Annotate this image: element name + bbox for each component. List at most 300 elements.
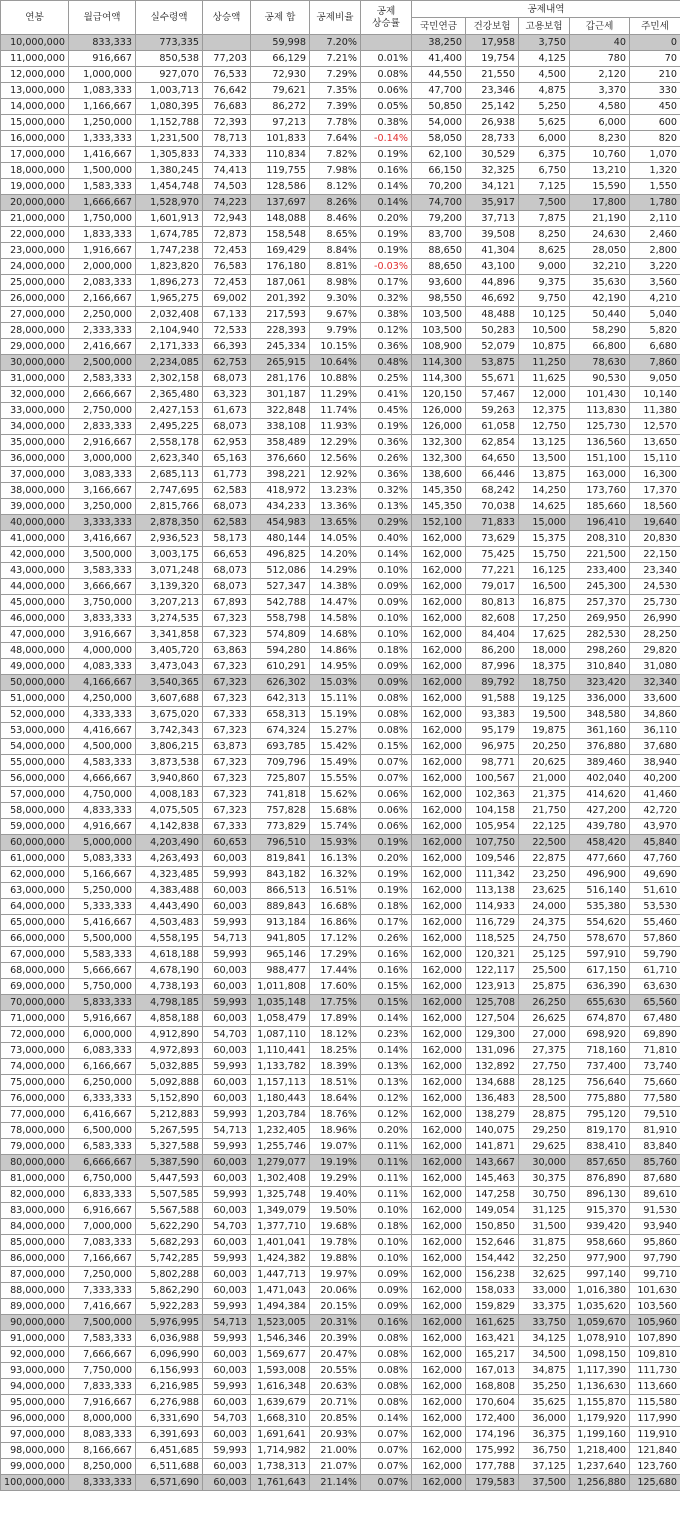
cell-national-pension: 162,000 — [412, 1443, 466, 1459]
cell-employment-insurance: 23,250 — [519, 867, 570, 883]
cell-deduction-total: 1,087,110 — [251, 1027, 310, 1043]
cell-income-tax: 1,218,400 — [570, 1443, 630, 1459]
cell-health-insurance: 17,958 — [466, 35, 519, 51]
cell-employment-insurance: 37,500 — [519, 1475, 570, 1491]
cell-deduction-total: 757,828 — [251, 803, 310, 819]
table-row — [1, 931, 680, 947]
cell-health-insurance: 158,033 — [466, 1283, 519, 1299]
cell-monthly-pay: 7,166,667 — [69, 1251, 136, 1267]
cell-national-pension: 145,350 — [412, 499, 466, 515]
cell-income-tax: 1,179,920 — [570, 1411, 630, 1427]
cell-employment-insurance: 33,000 — [519, 1283, 570, 1299]
cell-deduction-rise: 0.16% — [361, 963, 412, 979]
cell-employment-insurance: 10,875 — [519, 339, 570, 355]
cell-health-insurance: 19,754 — [466, 51, 519, 67]
cell-deduction-ratio: 8.46% — [310, 211, 361, 227]
cell-deduction-rise: 0.32% — [361, 483, 412, 499]
cell-monthly-pay: 3,666,667 — [69, 579, 136, 595]
cell-employment-insurance: 7,875 — [519, 211, 570, 227]
cell-income-tax: 1,136,630 — [570, 1379, 630, 1395]
cell-deduction-rise: 0.16% — [361, 947, 412, 963]
cell-increase: 67,133 — [203, 307, 251, 323]
cell-monthly-pay: 1,500,000 — [69, 163, 136, 179]
table-row — [1, 275, 680, 291]
cell-monthly-pay: 8,250,000 — [69, 1459, 136, 1475]
cell-income-tax: 389,460 — [570, 755, 630, 771]
cell-employment-insurance: 11,250 — [519, 355, 570, 371]
cell-employment-insurance: 29,250 — [519, 1123, 570, 1139]
cell-monthly-pay: 4,333,333 — [69, 707, 136, 723]
cell-deduction-ratio: 7.20% — [310, 35, 361, 51]
cell-net-pay: 5,862,290 — [136, 1283, 203, 1299]
cell-income-tax: 1,078,910 — [570, 1331, 630, 1347]
cell-net-pay: 6,391,693 — [136, 1427, 203, 1443]
cell-national-pension: 162,000 — [412, 851, 466, 867]
cell-monthly-pay: 6,416,667 — [69, 1107, 136, 1123]
cell-national-pension: 88,650 — [412, 243, 466, 259]
cell-resident-tax: 105,960 — [630, 1315, 680, 1331]
table-row — [1, 963, 680, 979]
cell-increase: 67,323 — [203, 755, 251, 771]
cell-increase: 68,073 — [203, 371, 251, 387]
cell-deduction-total: 889,843 — [251, 899, 310, 915]
cell-salary: 98,000,000 — [1, 1443, 69, 1459]
cell-deduction-total: 137,697 — [251, 195, 310, 211]
cell-national-pension: 162,000 — [412, 1123, 466, 1139]
cell-salary: 63,000,000 — [1, 883, 69, 899]
cell-deduction-rise: 0.12% — [361, 1107, 412, 1123]
header-monthly-pay: 월급여액 — [69, 1, 136, 35]
cell-deduction-ratio: 14.20% — [310, 547, 361, 563]
cell-employment-insurance: 27,750 — [519, 1059, 570, 1075]
cell-deduction-ratio: 11.29% — [310, 387, 361, 403]
cell-income-tax: 257,370 — [570, 595, 630, 611]
cell-deduction-ratio: 16.86% — [310, 915, 361, 931]
cell-net-pay: 3,341,858 — [136, 627, 203, 643]
cell-deduction-rise: 0.16% — [361, 1315, 412, 1331]
cell-deduction-ratio: 20.55% — [310, 1363, 361, 1379]
cell-income-tax: 939,420 — [570, 1219, 630, 1235]
cell-employment-insurance: 24,000 — [519, 899, 570, 915]
cell-national-pension: 162,000 — [412, 1155, 466, 1171]
cell-national-pension: 83,700 — [412, 227, 466, 243]
table-row — [1, 323, 680, 339]
table-row — [1, 787, 680, 803]
cell-net-pay: 2,302,158 — [136, 371, 203, 387]
cell-income-tax: 10,760 — [570, 147, 630, 163]
cell-health-insurance: 39,508 — [466, 227, 519, 243]
cell-resident-tax: 61,710 — [630, 963, 680, 979]
cell-employment-insurance: 37,125 — [519, 1459, 570, 1475]
cell-salary: 88,000,000 — [1, 1283, 69, 1299]
cell-deduction-rise: 0.10% — [361, 1251, 412, 1267]
cell-deduction-rise: 0.38% — [361, 115, 412, 131]
cell-deduction-total: 1,058,479 — [251, 1011, 310, 1027]
cell-deduction-total: 1,738,313 — [251, 1459, 310, 1475]
cell-increase: 59,993 — [203, 1331, 251, 1347]
header-resident-tax: 주민세 — [630, 18, 680, 35]
cell-health-insurance: 170,604 — [466, 1395, 519, 1411]
cell-monthly-pay: 6,583,333 — [69, 1139, 136, 1155]
cell-deduction-total: 610,291 — [251, 659, 310, 675]
cell-resident-tax: 19,640 — [630, 515, 680, 531]
cell-net-pay: 4,678,190 — [136, 963, 203, 979]
cell-net-pay: 2,104,940 — [136, 323, 203, 339]
cell-net-pay: 3,806,215 — [136, 739, 203, 755]
cell-national-pension: 162,000 — [412, 995, 466, 1011]
cell-monthly-pay: 4,583,333 — [69, 755, 136, 771]
cell-national-pension: 162,000 — [412, 739, 466, 755]
cell-resident-tax: 91,530 — [630, 1203, 680, 1219]
cell-deduction-ratio: 18.51% — [310, 1075, 361, 1091]
table-row — [1, 1203, 680, 1219]
cell-income-tax: 775,880 — [570, 1091, 630, 1107]
cell-net-pay: 4,618,188 — [136, 947, 203, 963]
cell-deduction-rise: 0.07% — [361, 1459, 412, 1475]
cell-increase: 59,993 — [203, 1443, 251, 1459]
cell-health-insurance: 55,671 — [466, 371, 519, 387]
table-row — [1, 691, 680, 707]
cell-deduction-total: 79,621 — [251, 83, 310, 99]
cell-increase: 72,873 — [203, 227, 251, 243]
cell-increase: 54,713 — [203, 931, 251, 947]
cell-employment-insurance: 22,500 — [519, 835, 570, 851]
cell-employment-insurance: 33,750 — [519, 1315, 570, 1331]
cell-national-pension: 162,000 — [412, 1107, 466, 1123]
cell-salary: 49,000,000 — [1, 659, 69, 675]
cell-monthly-pay: 2,250,000 — [69, 307, 136, 323]
cell-income-tax: 997,140 — [570, 1267, 630, 1283]
cell-employment-insurance: 34,125 — [519, 1331, 570, 1347]
table-row — [1, 979, 680, 995]
table-row — [1, 355, 680, 371]
cell-health-insurance: 122,117 — [466, 963, 519, 979]
cell-increase: 60,003 — [203, 899, 251, 915]
cell-national-pension: 98,550 — [412, 291, 466, 307]
cell-salary: 22,000,000 — [1, 227, 69, 243]
cell-salary: 76,000,000 — [1, 1091, 69, 1107]
cell-health-insurance: 23,346 — [466, 83, 519, 99]
cell-income-tax: 674,870 — [570, 1011, 630, 1027]
cell-health-insurance: 53,875 — [466, 355, 519, 371]
table-row — [1, 1379, 680, 1395]
cell-salary: 86,000,000 — [1, 1251, 69, 1267]
cell-income-tax: 876,890 — [570, 1171, 630, 1187]
cell-deduction-rise: 0.19% — [361, 419, 412, 435]
table-row — [1, 771, 680, 787]
cell-increase: 59,993 — [203, 1379, 251, 1395]
cell-net-pay: 5,327,588 — [136, 1139, 203, 1155]
cell-monthly-pay: 3,833,333 — [69, 611, 136, 627]
cell-monthly-pay: 2,333,333 — [69, 323, 136, 339]
cell-deduction-rise: 0.13% — [361, 1075, 412, 1091]
cell-increase: 60,003 — [203, 1171, 251, 1187]
cell-monthly-pay: 1,250,000 — [69, 115, 136, 131]
cell-employment-insurance: 26,250 — [519, 995, 570, 1011]
cell-deduction-total: 281,176 — [251, 371, 310, 387]
cell-deduction-total: 843,182 — [251, 867, 310, 883]
cell-deduction-total: 1,691,641 — [251, 1427, 310, 1443]
cell-deduction-total: 228,393 — [251, 323, 310, 339]
cell-employment-insurance: 25,125 — [519, 947, 570, 963]
cell-income-tax: 245,300 — [570, 579, 630, 595]
cell-national-pension: 162,000 — [412, 1379, 466, 1395]
cell-resident-tax: 12,570 — [630, 419, 680, 435]
cell-increase: 76,683 — [203, 99, 251, 115]
cell-deduction-ratio: 15.55% — [310, 771, 361, 787]
cell-net-pay: 2,365,480 — [136, 387, 203, 403]
cell-resident-tax: 6,680 — [630, 339, 680, 355]
cell-income-tax: 8,230 — [570, 131, 630, 147]
cell-employment-insurance: 21,750 — [519, 803, 570, 819]
cell-monthly-pay: 7,333,333 — [69, 1283, 136, 1299]
cell-employment-insurance: 9,375 — [519, 275, 570, 291]
cell-deduction-total: 187,061 — [251, 275, 310, 291]
cell-salary: 43,000,000 — [1, 563, 69, 579]
table-row — [1, 307, 680, 323]
cell-deduction-ratio: 20.31% — [310, 1315, 361, 1331]
cell-deduction-ratio: 8.26% — [310, 195, 361, 211]
cell-deduction-rise: 0.41% — [361, 387, 412, 403]
cell-resident-tax: 10,140 — [630, 387, 680, 403]
cell-deduction-rise: 0.11% — [361, 1187, 412, 1203]
cell-deduction-ratio: 10.88% — [310, 371, 361, 387]
cell-resident-tax: 70 — [630, 51, 680, 67]
cell-deduction-ratio: 9.30% — [310, 291, 361, 307]
cell-salary: 10,000,000 — [1, 35, 69, 51]
cell-income-tax: 780 — [570, 51, 630, 67]
table-row — [1, 435, 680, 451]
cell-deduction-total: 434,233 — [251, 499, 310, 515]
cell-deduction-total: 709,796 — [251, 755, 310, 771]
cell-increase: 59,993 — [203, 915, 251, 931]
table-row — [1, 1155, 680, 1171]
cell-employment-insurance: 25,875 — [519, 979, 570, 995]
cell-resident-tax: 37,680 — [630, 739, 680, 755]
cell-salary: 58,000,000 — [1, 803, 69, 819]
table-row — [1, 1075, 680, 1091]
cell-salary: 96,000,000 — [1, 1411, 69, 1427]
cell-national-pension: 38,250 — [412, 35, 466, 51]
table-row — [1, 1299, 680, 1315]
cell-monthly-pay: 1,416,667 — [69, 147, 136, 163]
cell-monthly-pay: 6,333,333 — [69, 1091, 136, 1107]
cell-health-insurance: 161,625 — [466, 1315, 519, 1331]
cell-increase: 72,533 — [203, 323, 251, 339]
cell-net-pay: 5,742,285 — [136, 1251, 203, 1267]
cell-deduction-rise: 0.09% — [361, 595, 412, 611]
cell-increase: 60,003 — [203, 963, 251, 979]
cell-deduction-ratio: 20.93% — [310, 1427, 361, 1443]
cell-employment-insurance: 26,625 — [519, 1011, 570, 1027]
cell-deduction-rise: 0.13% — [361, 1059, 412, 1075]
cell-national-pension: 58,050 — [412, 131, 466, 147]
cell-health-insurance: 86,200 — [466, 643, 519, 659]
cell-deduction-total: 527,347 — [251, 579, 310, 595]
cell-monthly-pay: 1,583,333 — [69, 179, 136, 195]
cell-monthly-pay: 4,500,000 — [69, 739, 136, 755]
cell-employment-insurance: 24,750 — [519, 931, 570, 947]
table-row — [1, 659, 680, 675]
cell-income-tax: 6,000 — [570, 115, 630, 131]
cell-health-insurance: 82,608 — [466, 611, 519, 627]
cell-deduction-rise: 0.19% — [361, 867, 412, 883]
cell-deduction-ratio: 7.35% — [310, 83, 361, 99]
cell-deduction-ratio: 17.12% — [310, 931, 361, 947]
cell-deduction-ratio: 20.63% — [310, 1379, 361, 1395]
cell-national-pension: 162,000 — [412, 1235, 466, 1251]
cell-income-tax: 819,170 — [570, 1123, 630, 1139]
cell-resident-tax: 75,660 — [630, 1075, 680, 1091]
cell-employment-insurance: 30,375 — [519, 1171, 570, 1187]
cell-net-pay: 4,912,890 — [136, 1027, 203, 1043]
cell-resident-tax: 45,840 — [630, 835, 680, 851]
cell-net-pay: 5,387,590 — [136, 1155, 203, 1171]
cell-resident-tax: 330 — [630, 83, 680, 99]
cell-monthly-pay: 2,583,333 — [69, 371, 136, 387]
cell-deduction-ratio: 15.68% — [310, 803, 361, 819]
table-row — [1, 1363, 680, 1379]
cell-resident-tax: 7,860 — [630, 355, 680, 371]
cell-resident-tax: 113,660 — [630, 1379, 680, 1395]
cell-deduction-ratio: 18.96% — [310, 1123, 361, 1139]
cell-salary: 67,000,000 — [1, 947, 69, 963]
cell-resident-tax: 1,550 — [630, 179, 680, 195]
cell-increase: 60,003 — [203, 1459, 251, 1475]
cell-national-pension: 162,000 — [412, 979, 466, 995]
cell-national-pension: 103,500 — [412, 307, 466, 323]
cell-increase: 60,003 — [203, 883, 251, 899]
cell-monthly-pay: 6,083,333 — [69, 1043, 136, 1059]
cell-income-tax: 136,560 — [570, 435, 630, 451]
cell-monthly-pay: 3,083,333 — [69, 467, 136, 483]
cell-salary: 27,000,000 — [1, 307, 69, 323]
cell-monthly-pay: 1,666,667 — [69, 195, 136, 211]
cell-increase: 76,533 — [203, 67, 251, 83]
cell-health-insurance: 104,158 — [466, 803, 519, 819]
table-row — [1, 1267, 680, 1283]
cell-deduction-total: 72,930 — [251, 67, 310, 83]
cell-monthly-pay: 4,000,000 — [69, 643, 136, 659]
cell-deduction-total: 1,471,043 — [251, 1283, 310, 1299]
cell-income-tax: 857,650 — [570, 1155, 630, 1171]
cell-national-pension: 93,600 — [412, 275, 466, 291]
cell-deduction-rise: 0.08% — [361, 723, 412, 739]
cell-increase: 59,993 — [203, 1059, 251, 1075]
cell-national-pension: 162,000 — [412, 1043, 466, 1059]
cell-monthly-pay: 5,250,000 — [69, 883, 136, 899]
cell-salary: 93,000,000 — [1, 1363, 69, 1379]
cell-monthly-pay: 2,000,000 — [69, 259, 136, 275]
cell-national-pension: 162,000 — [412, 1091, 466, 1107]
cell-increase: 66,653 — [203, 547, 251, 563]
table-row — [1, 1347, 680, 1363]
cell-deduction-rise: 0.06% — [361, 819, 412, 835]
cell-net-pay: 5,682,293 — [136, 1235, 203, 1251]
cell-health-insurance: 35,917 — [466, 195, 519, 211]
header-deduction-ratio: 공제비율 — [310, 1, 361, 35]
cell-income-tax: 173,760 — [570, 483, 630, 499]
cell-deduction-rise: 0.08% — [361, 67, 412, 83]
cell-deduction-total: 376,660 — [251, 451, 310, 467]
cell-deduction-total: 626,302 — [251, 675, 310, 691]
cell-resident-tax: 69,890 — [630, 1027, 680, 1043]
cell-net-pay: 6,511,688 — [136, 1459, 203, 1475]
cell-net-pay: 5,507,585 — [136, 1187, 203, 1203]
header-employment-insurance: 고용보험 — [519, 18, 570, 35]
cell-monthly-pay: 5,166,667 — [69, 867, 136, 883]
cell-deduction-rise: 0.09% — [361, 1283, 412, 1299]
cell-income-tax: 458,420 — [570, 835, 630, 851]
cell-deduction-total: 1,232,405 — [251, 1123, 310, 1139]
cell-health-insurance: 114,933 — [466, 899, 519, 915]
cell-income-tax: 496,900 — [570, 867, 630, 883]
cell-employment-insurance: 23,625 — [519, 883, 570, 899]
cell-deduction-rise: 0.40% — [361, 531, 412, 547]
cell-national-pension: 162,000 — [412, 1139, 466, 1155]
cell-national-pension: 162,000 — [412, 899, 466, 915]
cell-salary: 85,000,000 — [1, 1235, 69, 1251]
cell-deduction-rise: 0.08% — [361, 1331, 412, 1347]
cell-net-pay: 4,263,493 — [136, 851, 203, 867]
cell-health-insurance: 25,142 — [466, 99, 519, 115]
cell-national-pension: 162,000 — [412, 1331, 466, 1347]
cell-national-pension: 162,000 — [412, 835, 466, 851]
cell-resident-tax: 87,680 — [630, 1171, 680, 1187]
cell-national-pension: 162,000 — [412, 883, 466, 899]
cell-salary: 47,000,000 — [1, 627, 69, 643]
cell-deduction-ratio: 15.11% — [310, 691, 361, 707]
cell-net-pay: 6,331,690 — [136, 1411, 203, 1427]
cell-increase: 77,203 — [203, 51, 251, 67]
cell-income-tax: 58,290 — [570, 323, 630, 339]
table-row — [1, 195, 680, 211]
cell-salary: 91,000,000 — [1, 1331, 69, 1347]
cell-salary: 95,000,000 — [1, 1395, 69, 1411]
table-row — [1, 1251, 680, 1267]
cell-deduction-total: 176,180 — [251, 259, 310, 275]
table-row — [1, 627, 680, 643]
cell-increase: 60,003 — [203, 1347, 251, 1363]
cell-increase — [203, 35, 251, 51]
cell-monthly-pay: 6,833,333 — [69, 1187, 136, 1203]
cell-deduction-total: 245,334 — [251, 339, 310, 355]
cell-salary: 35,000,000 — [1, 435, 69, 451]
cell-employment-insurance: 24,375 — [519, 915, 570, 931]
cell-monthly-pay: 1,916,667 — [69, 243, 136, 259]
cell-deduction-ratio: 20.47% — [310, 1347, 361, 1363]
cell-national-pension: 162,000 — [412, 963, 466, 979]
table-row — [1, 451, 680, 467]
cell-employment-insurance: 10,500 — [519, 323, 570, 339]
cell-deduction-rise: 0.32% — [361, 291, 412, 307]
cell-monthly-pay: 3,250,000 — [69, 499, 136, 515]
cell-income-tax: 269,950 — [570, 611, 630, 627]
cell-net-pay: 2,878,350 — [136, 515, 203, 531]
cell-national-pension: 88,650 — [412, 259, 466, 275]
cell-health-insurance: 66,446 — [466, 467, 519, 483]
cell-deduction-ratio: 21.00% — [310, 1443, 361, 1459]
cell-deduction-total: 496,825 — [251, 547, 310, 563]
cell-deduction-ratio: 8.84% — [310, 243, 361, 259]
cell-increase: 59,993 — [203, 1251, 251, 1267]
cell-deduction-ratio: 11.93% — [310, 419, 361, 435]
cell-income-tax: 516,140 — [570, 883, 630, 899]
table-row — [1, 547, 680, 563]
cell-health-insurance: 95,179 — [466, 723, 519, 739]
cell-net-pay: 2,171,333 — [136, 339, 203, 355]
cell-increase: 67,893 — [203, 595, 251, 611]
